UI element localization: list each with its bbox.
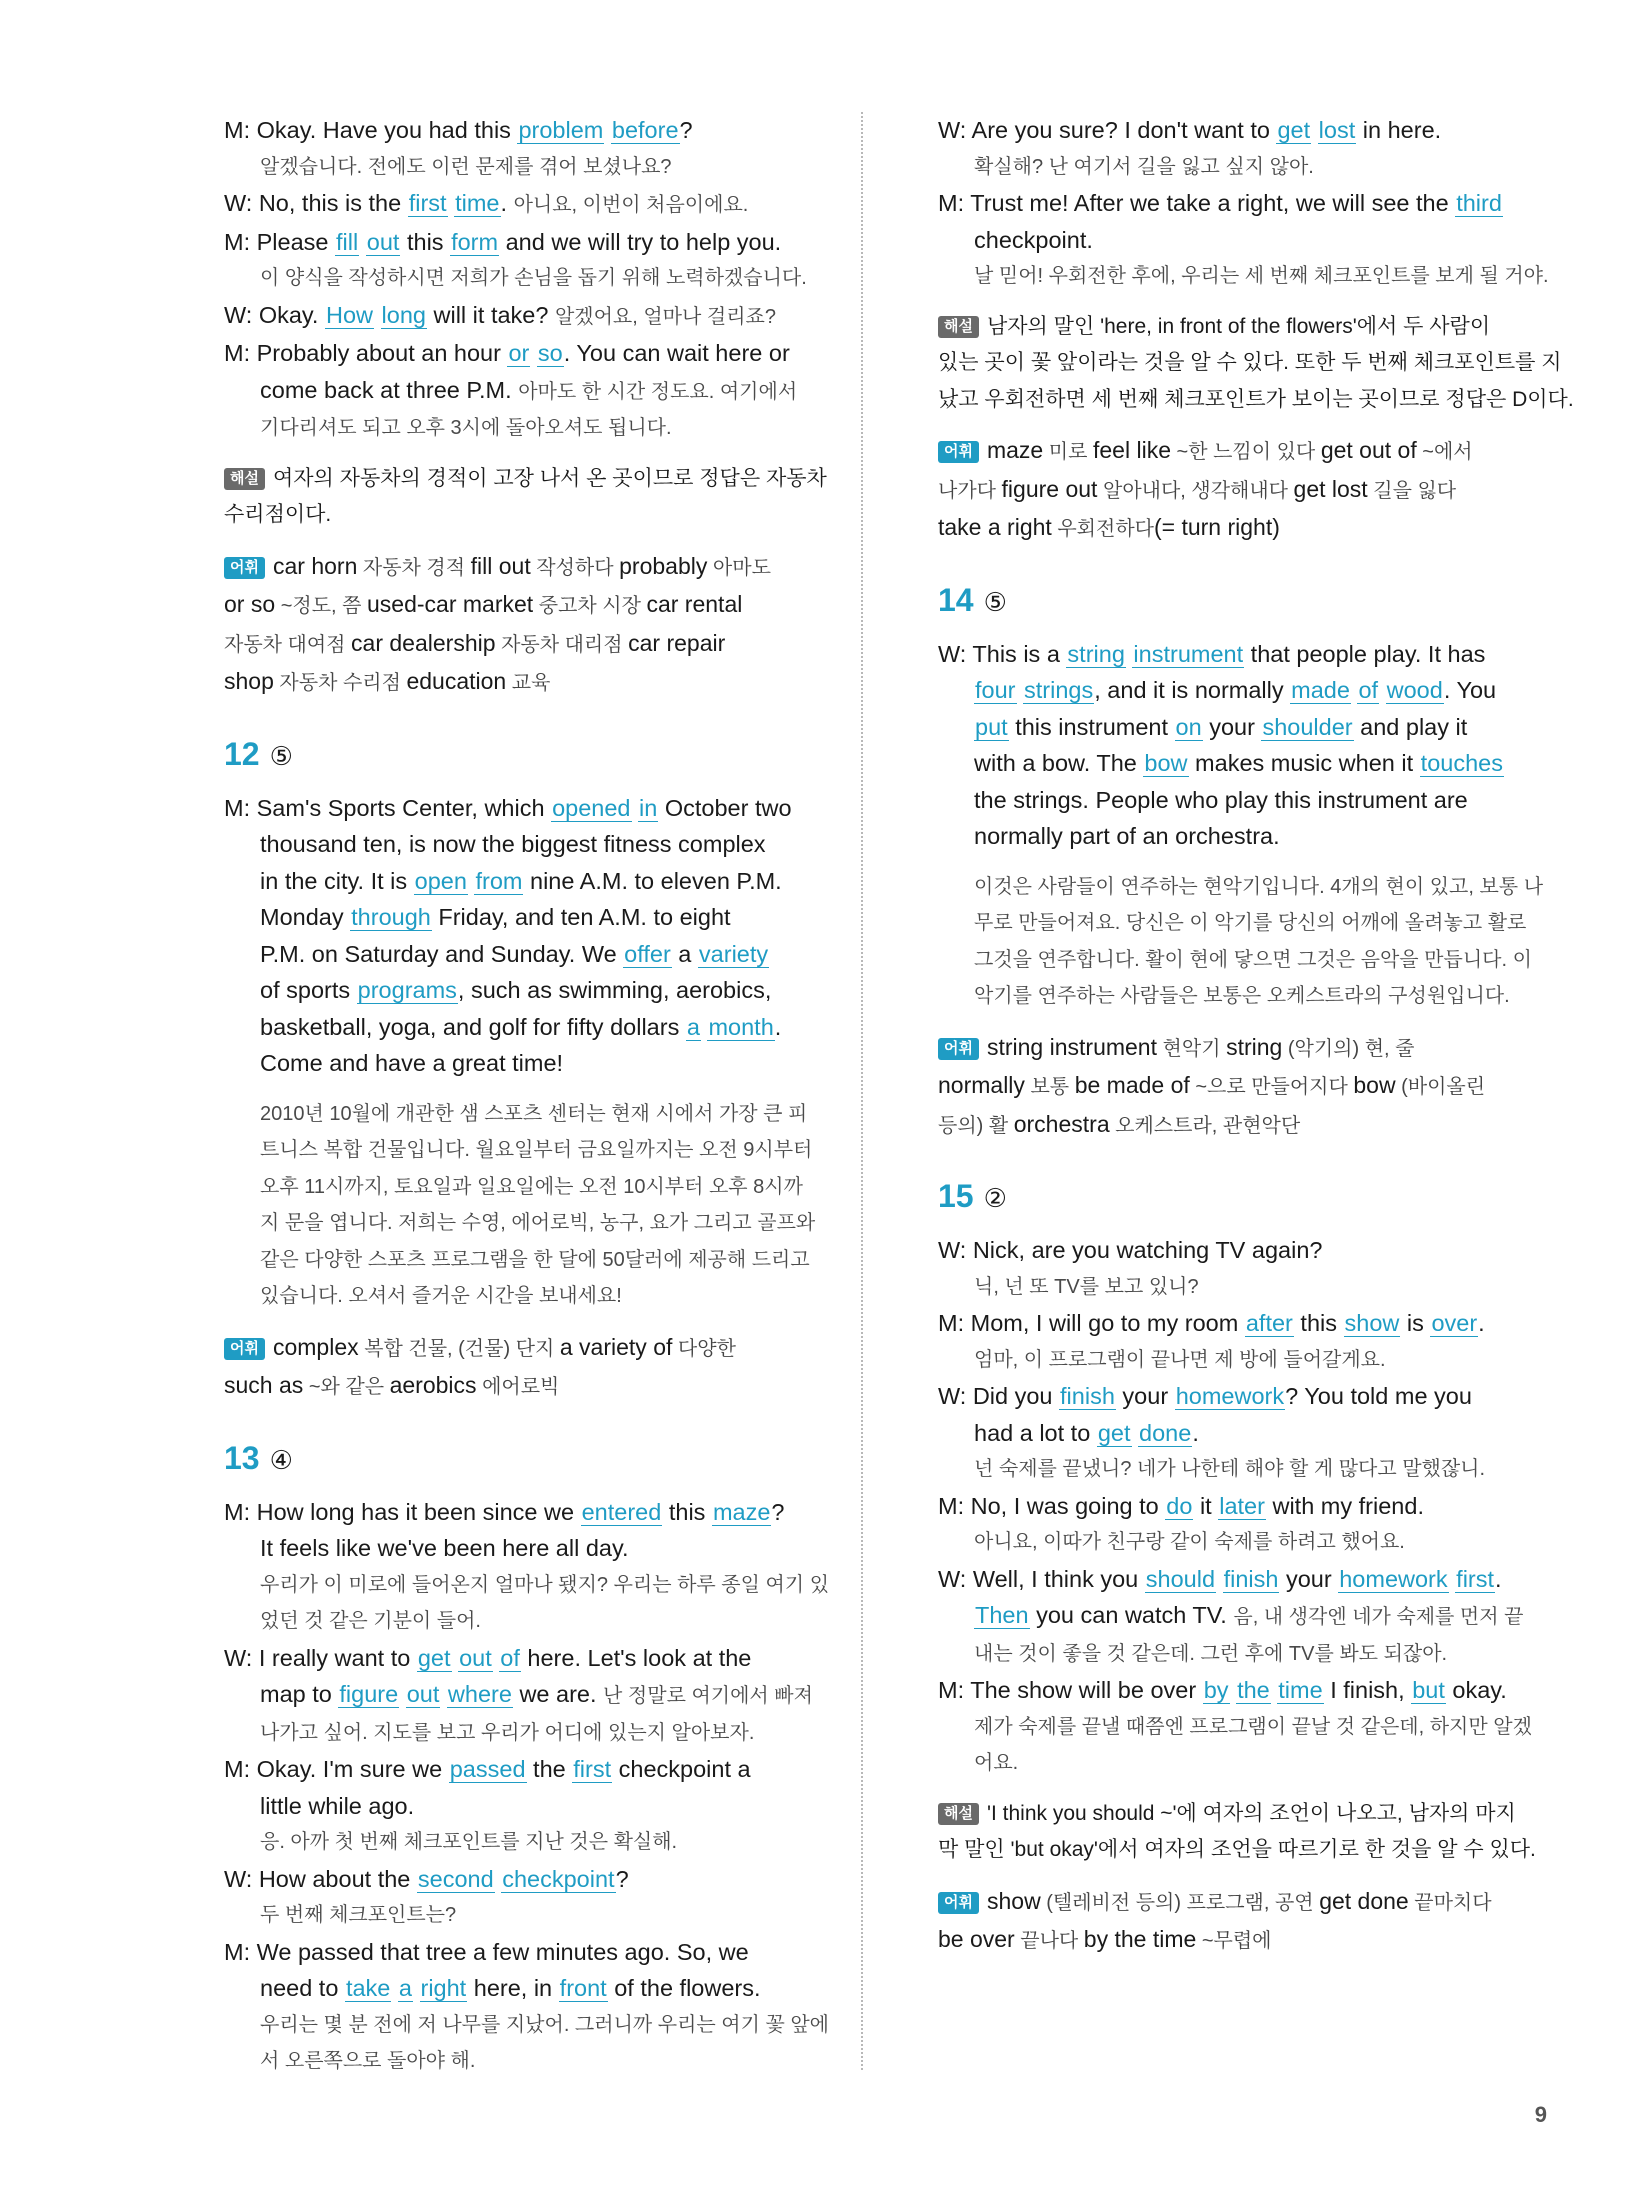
korean-translation: 제가 숙제를 끝낼 때쯤엔 프로그램이 끝날 것 같은데, 하지만 알겠 xyxy=(974,1715,1532,1738)
dialogue-line: in the city. It is open from nine A.M. to eleven P.M. xyxy=(260,867,782,894)
dialogue-line: M: Probably about an hour or so. You can wait here or xyxy=(224,340,790,366)
vocabulary: 어휘 maze 미로 feel like ~한 느낌이 있다 get out of ~에서 xyxy=(938,432,1543,471)
vocab-tag: 어휘 xyxy=(938,1038,979,1060)
explanation: 해설 여자의 자동차의 경적이 고장 나서 온 곳이므로 정답은 자동차 xyxy=(224,461,829,498)
korean-translation: 우리가 이 미로에 들어온지 얼마나 됐지? 우리는 하루 종일 여기 있 xyxy=(260,1573,830,1596)
vocabulary: or so ~정도, 쯤 used-car market 중고차 시장 car rental xyxy=(224,591,743,617)
dialogue-line: put this instrument on your shoulder and play it xyxy=(975,713,1468,740)
dialogue-line: Monday through Friday, and ten A.M. to eight xyxy=(260,904,731,930)
question-header: 12 ⑤ xyxy=(224,735,293,772)
dialogue-line: the strings. People who play this instrument are xyxy=(974,786,1468,813)
korean-translation: 엄마, 이 프로그램이 끝나면 제 방에 들어갈게요. xyxy=(974,1348,1386,1371)
dialogue-line: W: No, this is the first time. 아니요, 이번이 처음이에요. xyxy=(224,190,749,216)
dialogue-line: little while ago. xyxy=(260,1792,415,1819)
korean-translation: 어요. xyxy=(974,1752,1019,1774)
dialogue-line: W: How about the second checkpoint? xyxy=(224,1865,629,1892)
korean-translation: 기다리셔도 되고 오후 3시에 돌아오셔도 됩니다. xyxy=(260,417,672,439)
korean-translation: 응. 아까 첫 번째 체크포인트를 지난 것은 확실해. xyxy=(260,1831,678,1853)
dialogue-line: of sports programs, such as swimming, aerobics, xyxy=(260,977,772,1003)
korean-translation: 아니요, 이따가 친구랑 같이 숙제를 하려고 했어요. xyxy=(974,1531,1405,1553)
dialogue-line: M: No, I was going to do it later with my friend. xyxy=(938,1492,1424,1519)
korean-translation: 이것은 사람들이 연주하는 현악기입니다. 4개의 현이 있고, 보통 나 xyxy=(974,875,1544,898)
korean-translation: 닉, 넌 또 TV를 보고 있니? xyxy=(974,1275,1199,1298)
dialogue-line: P.M. on Saturday and Sunday. We offer a variety xyxy=(260,940,769,967)
dialogue-line: M: The show will be over by the time I finish, but okay. xyxy=(938,1677,1507,1703)
vocab-tag: 어휘 xyxy=(224,557,265,579)
dialogue-line: M: Okay. I'm sure we passed the first checkpoint a xyxy=(224,1756,751,1782)
dialogue-line: W: This is a string instrument that people play. It has xyxy=(938,640,1486,667)
vocabulary: be over 끝나다 by the time ~무렵에 xyxy=(938,1926,1272,1952)
dialogue-line: M: Sam's Sports Center, which opened in October two xyxy=(224,794,792,821)
vocabulary: 등의) 활 orchestra 오케스트라, 관현악단 xyxy=(938,1110,1301,1137)
dialogue-line: had a lot to get done. xyxy=(974,1419,1199,1446)
explanation: 막 말인 'but okay'에서 여자의 조언을 따르기로 한 것을 알 수 있다. xyxy=(938,1838,1536,1861)
vocabulary: 자동차 대여점 car dealership 자동차 대리점 car repair xyxy=(224,629,726,656)
korean-translation: 었던 것 같은 기분이 들어. xyxy=(260,1610,481,1632)
explanation: 해설 남자의 말인 'here, in front of the flowers'에서 두 사람이 xyxy=(938,309,1543,346)
korean-translation: 서 오른쪽으로 돌아야 해. xyxy=(260,2050,476,2072)
explanation: 수리점이다. xyxy=(224,503,332,526)
vocabulary: 어휘 string instrument 현악기 string (악기의) 현, 줄 xyxy=(938,1029,1543,1068)
dialogue-line: thousand ten, is now the biggest fitness complex xyxy=(260,831,766,857)
korean-translation: 날 믿어! 우회전한 후에, 우리는 세 번째 체크포인트를 보게 될 거야. xyxy=(974,265,1549,287)
dialogue-line: Then you can watch TV. 음, 내 생각엔 네가 숙제를 먼저 끝 xyxy=(975,1602,1524,1628)
korean-translation: 내는 것이 좋을 것 같은데. 그런 후에 TV를 봐도 되잖아. xyxy=(974,1642,1448,1665)
explanation: 있는 곳이 꽃 앞이라는 것을 알 수 있다. 또한 두 번째 체크포인트를 지 xyxy=(938,351,1562,374)
question-header: 15 ② xyxy=(938,1178,1007,1214)
korean-translation: 나가고 싶어. 지도를 보고 우리가 어디에 있는지 알아보자. xyxy=(260,1721,755,1744)
vocabulary: 어휘 car horn 자동차 경적 fill out 작성하다 probably 아마도 xyxy=(224,548,829,587)
korean-translation: 트니스 복합 건물입니다. 월요일부터 금요일까지는 오전 9시부터 xyxy=(260,1139,813,1161)
dialogue-line: basketball, yoga, and golf for fifty dollars a month. xyxy=(260,1013,782,1040)
dialogue-line: W: I really want to get out of here. Let's look at the xyxy=(224,1644,752,1671)
question-header: 14 ⑤ xyxy=(938,581,1007,618)
korean-translation: 이 양식을 작성하시면 저희가 손님을 돕기 위해 노력하겠습니다. xyxy=(260,267,807,289)
dialogue-line: M: Please fill out this form and we will try to help you. xyxy=(224,228,782,255)
vocab-tag: 어휘 xyxy=(938,1892,979,1914)
vocabulary: take a right 우회전하다(= turn right) xyxy=(938,514,1280,540)
explanation-tag: 해설 xyxy=(938,316,979,338)
korean-translation: 2010년 10월에 개관한 샘 스포츠 센터는 현재 시에서 가장 큰 피 xyxy=(260,1102,808,1125)
korean-translation: 무로 만들어져요. 당신은 이 악기를 당신의 어깨에 올려놓고 활로 xyxy=(974,912,1527,934)
dialogue-line: M: Okay. Have you had this problem before? xyxy=(224,117,693,143)
korean-translation: 넌 숙제를 끝냈니? 네가 나한테 해야 할 게 많다고 말했잖니. xyxy=(974,1458,1486,1480)
dialogue-line: four strings, and it is normally made of wood. You xyxy=(975,677,1497,703)
vocabulary: 어휘 complex 복합 건물, (건물) 단지 a variety of 다양한 xyxy=(224,1329,829,1368)
vocabulary: normally 보통 be made of ~으로 만들어지다 bow (바이올린 xyxy=(938,1072,1486,1098)
dialogue-line: W: Are you sure? I don't want to get lost in here. xyxy=(938,117,1442,143)
dialogue-line: W: Well, I think you should finish your homework first. xyxy=(938,1565,1502,1592)
vocabulary: such as ~와 같은 aerobics 에어로빅 xyxy=(224,1372,560,1398)
dialogue-line: M: Mom, I will go to my room after this show is over. xyxy=(938,1310,1485,1336)
korean-translation: 우리는 몇 분 전에 저 나무를 지났어. 그러니까 우리는 여기 꽃 앞에 xyxy=(260,2013,829,2036)
dialogue-line: It feels like we've been here all day. xyxy=(260,1535,629,1561)
dialogue-line: normally part of an orchestra. xyxy=(974,823,1280,849)
korean-translation: 같은 다양한 스포츠 프로그램을 한 달에 50달러에 제공해 드리고 xyxy=(260,1248,810,1271)
korean-translation: 지 문을 엽니다. 저희는 수영, 에어로빅, 농구, 요가 그리고 골프와 xyxy=(260,1212,816,1234)
korean-translation: 오후 11시까지, 토요일과 일요일에는 오전 10시부터 오후 8시까 xyxy=(260,1175,803,1198)
dialogue-line: W: Did you finish your homework? You told me you xyxy=(938,1383,1472,1409)
explanation: 해설 'I think you should ~'에 여자의 조언이 나오고, 남자의 마지 xyxy=(938,1796,1543,1833)
explanation-tag: 해설 xyxy=(224,468,265,490)
dialogue-line: with a bow. The bow makes music when it touches xyxy=(974,750,1503,776)
dialogue-line: checkpoint. xyxy=(974,226,1093,253)
korean-translation: 확실해? 난 여기서 길을 잃고 싶지 않아. xyxy=(974,155,1314,178)
vocabulary: 어휘 show (텔레비전 등의) 프로그램, 공연 get done 끝마치다 xyxy=(938,1883,1543,1922)
vocabulary: shop 자동차 수리점 education 교육 xyxy=(224,668,551,694)
question-header: 13 ④ xyxy=(224,1439,293,1476)
page-number: 9 xyxy=(1534,2102,1547,2127)
dialogue-line: come back at three P.M. 아마도 한 시간 정도요. 여기에서 xyxy=(260,376,798,403)
vocab-tag: 어휘 xyxy=(938,441,979,463)
korean-translation: 그것을 연주합니다. 활이 현에 닿으면 그것은 음악을 만듭니다. 이 xyxy=(974,948,1532,971)
right-column xyxy=(938,112,1574,1960)
korean-translation: 알겠습니다. 전에도 이런 문제를 겪어 보셨나요? xyxy=(260,155,672,178)
dialogue-line: W: Okay. How long will it take? 알겠어요, 얼마나 걸리죠? xyxy=(224,301,776,328)
vocab-tag: 어휘 xyxy=(224,1338,265,1360)
dialogue-line: map to figure out where we are. 난 정말로 여기에서 빠져 xyxy=(260,1681,813,1707)
dialogue-line: W: Nick, are you watching TV again? xyxy=(938,1237,1323,1263)
dialogue-line: M: We passed that tree a few minutes ago. So, we xyxy=(224,1938,749,1965)
explanation: 났고 우회전하면 세 번째 체크포인트가 보이는 곳이므로 정답은 D이다. xyxy=(938,387,1574,411)
explanation-tag: 해설 xyxy=(938,1803,979,1825)
vocabulary: 나가다 figure out 알아내다, 생각해내다 get lost 길을 잃다 xyxy=(938,475,1457,502)
dialogue-line: M: Trust me! After we take a right, we will see the third xyxy=(938,190,1502,216)
dialogue-line: M: How long has it been since we entered this maze? xyxy=(224,1498,785,1525)
korean-translation: 두 번째 체크포인트는? xyxy=(260,1904,457,1926)
dialogue-line: need to take a right here, in front of the flowers. xyxy=(260,1975,761,2001)
left-column xyxy=(224,112,829,2080)
korean-translation: 있습니다. 오셔서 즐거운 시간을 보내세요! xyxy=(260,1285,622,1307)
column-divider xyxy=(861,112,863,2070)
korean-translation: 악기를 연주하는 사람들은 보통은 오케스트라의 구성원입니다. xyxy=(974,985,1510,1007)
dialogue-line: Come and have a great time! xyxy=(260,1050,564,1076)
